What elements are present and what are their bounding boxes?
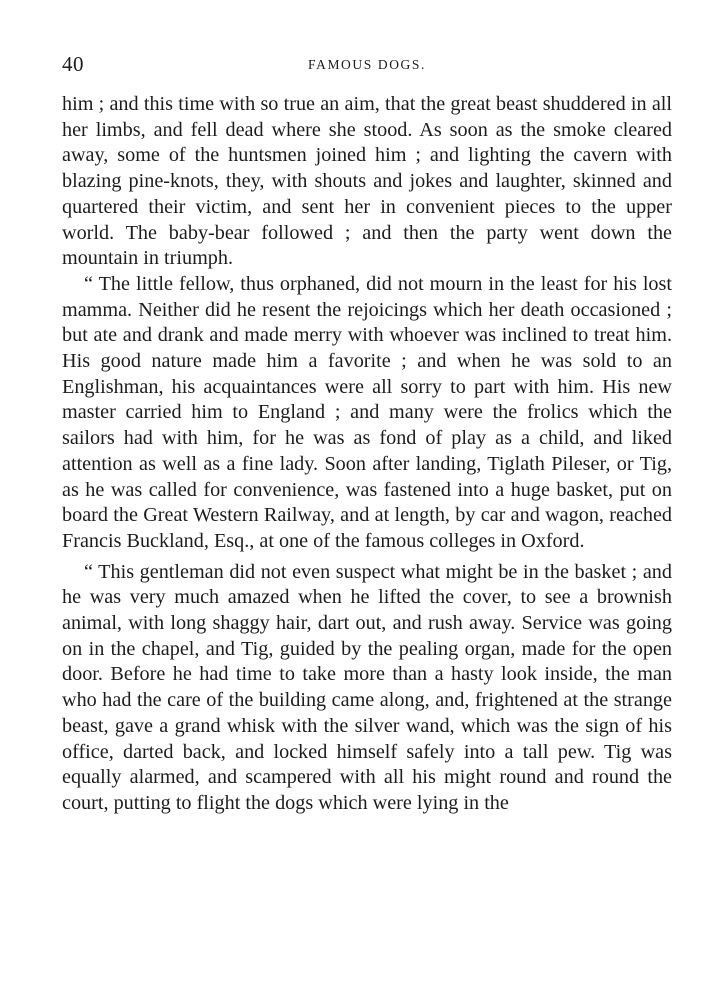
paragraph-3: “ This gentleman did not even suspect what might be in the basket ; and he was very much amazed when he lifted the cover, to see a brownish animal, with long shaggy hair, dart out, and rush away. Service was going on in the chapel, and Tig, guided by the pealing organ, made for the open door. Before he had time to take more than a hasty look inside, the man who had the care of the building came along, and, frightened at the strange beast, gave a grand whisk with the silver wand, which was the sign of his office, darted back, and locked himself safely into a tall pew. Tig was equally alarmed, and scampered with all his might round and round the court, putting to flight the dogs which were lying in the xyxy=(62,560,672,814)
body-text xyxy=(62,92,672,817)
paragraph-2: “ The little fellow, thus orphaned, did not mourn in the least for his lost mamma. Neither did he resent the rejoicings which her death occasioned ; but ate and drank and made merry with whoever was inclined to treat him. His good nature made him a favorite ; and when he was sold to an Englishman, his acquaintances were all sorry to part with him. His new master carried him to England ; and many were the frolics which the sailors had with him, for he was as fond of play as a child, and liked attention as well as a fine lady. Soon after landing, Tiglath Pileser, or Tig, as he was called for convenience, was fastened into a huge basket, put on board the Great Western Railway, and at length, by car and wagon, reached Francis Buckland, Esq., at one of the famous colleges in Oxford. xyxy=(62,272,672,552)
paragraph-1: him ; and this time with so true an aim, that the great beast shuddered in all her limbs, and fell dead where she stood. As soon as the smoke cleared away, some of the huntsmen joined him ; and lighting the cavern with blazing pine-knots, they, with shouts and jokes and laughter, skinned and quartered their victim, and sent her in convenient pieces to the upper world. The baby-bear followed ; and then the party went down the mountain in triumph. xyxy=(62,93,672,270)
page-number: 40 xyxy=(62,52,84,76)
running-title: FAMOUS DOGS. xyxy=(308,57,426,72)
page-header xyxy=(62,52,672,78)
